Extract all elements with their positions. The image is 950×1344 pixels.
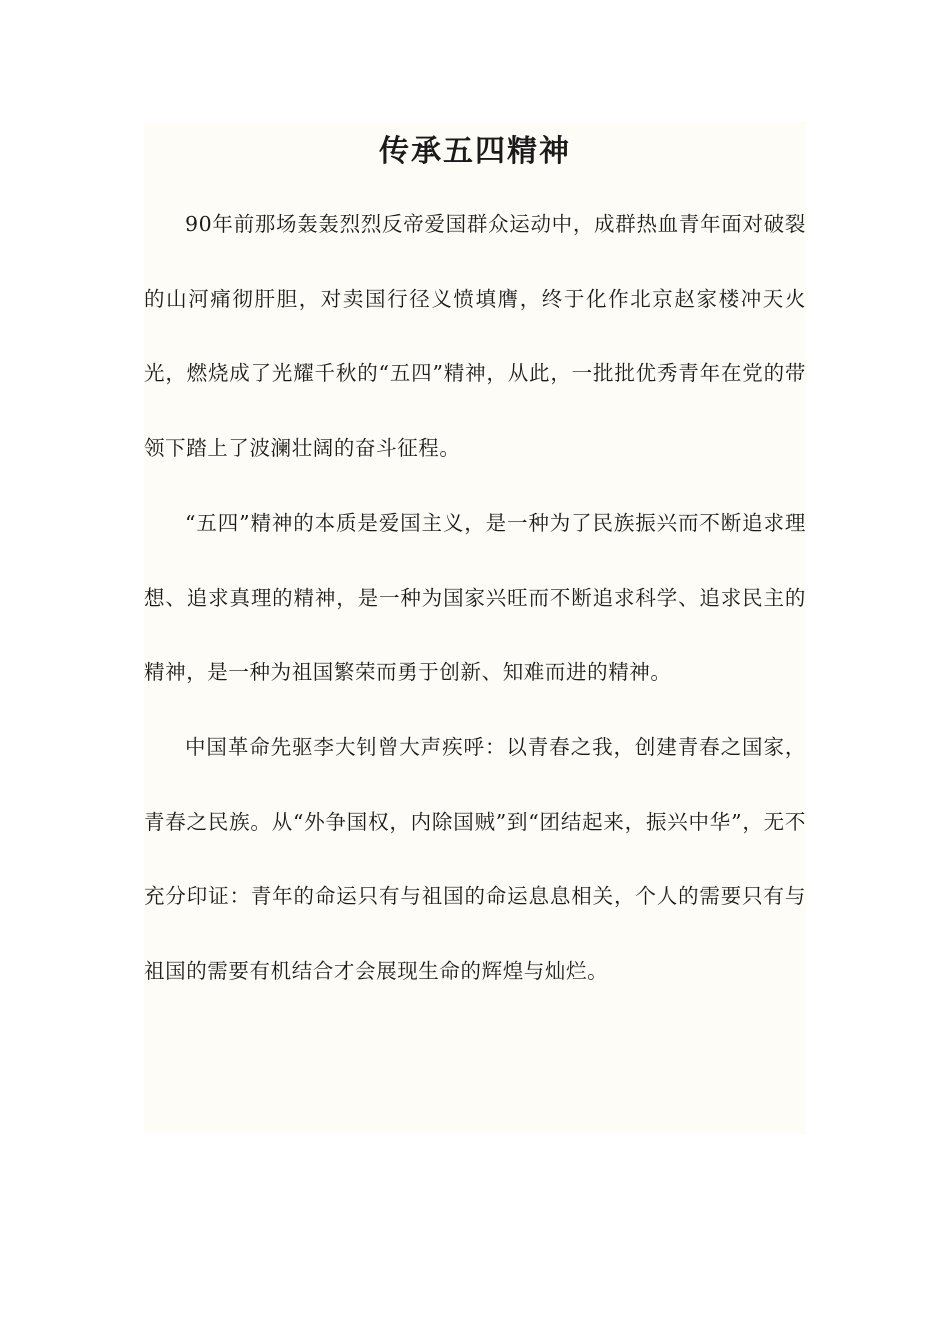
- paragraph-1: 90年前那场轰轰烈烈反帝爱国群众运动中，成群热血青年面对破裂的山河痛彻肝胆，对卖国行径义愤填膺，终于化作北京赵家楼冲天火光，燃烧成了光耀千秋的“五四”精神，从此，一批批优秀青年在党的带领下踏上了波澜壮阔的奋斗征程。: [144, 212, 806, 461]
- document-title: 传承五四精神: [379, 134, 571, 169]
- document-page: [144, 122, 806, 1134]
- paragraph-3: 中国革命先驱李大钊曾大声疾呼：以青春之我，创建青春之国家，青春之民族。从“外争国权，内除国贼”到“团结起来，振兴中华”，无不充分印证：青年的命运只有与祖国的命运息息相关，个人的需要只有与祖国的需要有机结合才会展现生命的辉煌与灿烂。: [144, 734, 806, 984]
- paragraph-2: “五四”精神的本质是爱国主义，是一种为了民族振兴而不断追求理想、追求真理的精神，是一种为国家兴旺而不断追求科学、追求民主的精神，是一种为祖国繁荣而勇于创新、知难而进的精神。: [144, 510, 806, 685]
